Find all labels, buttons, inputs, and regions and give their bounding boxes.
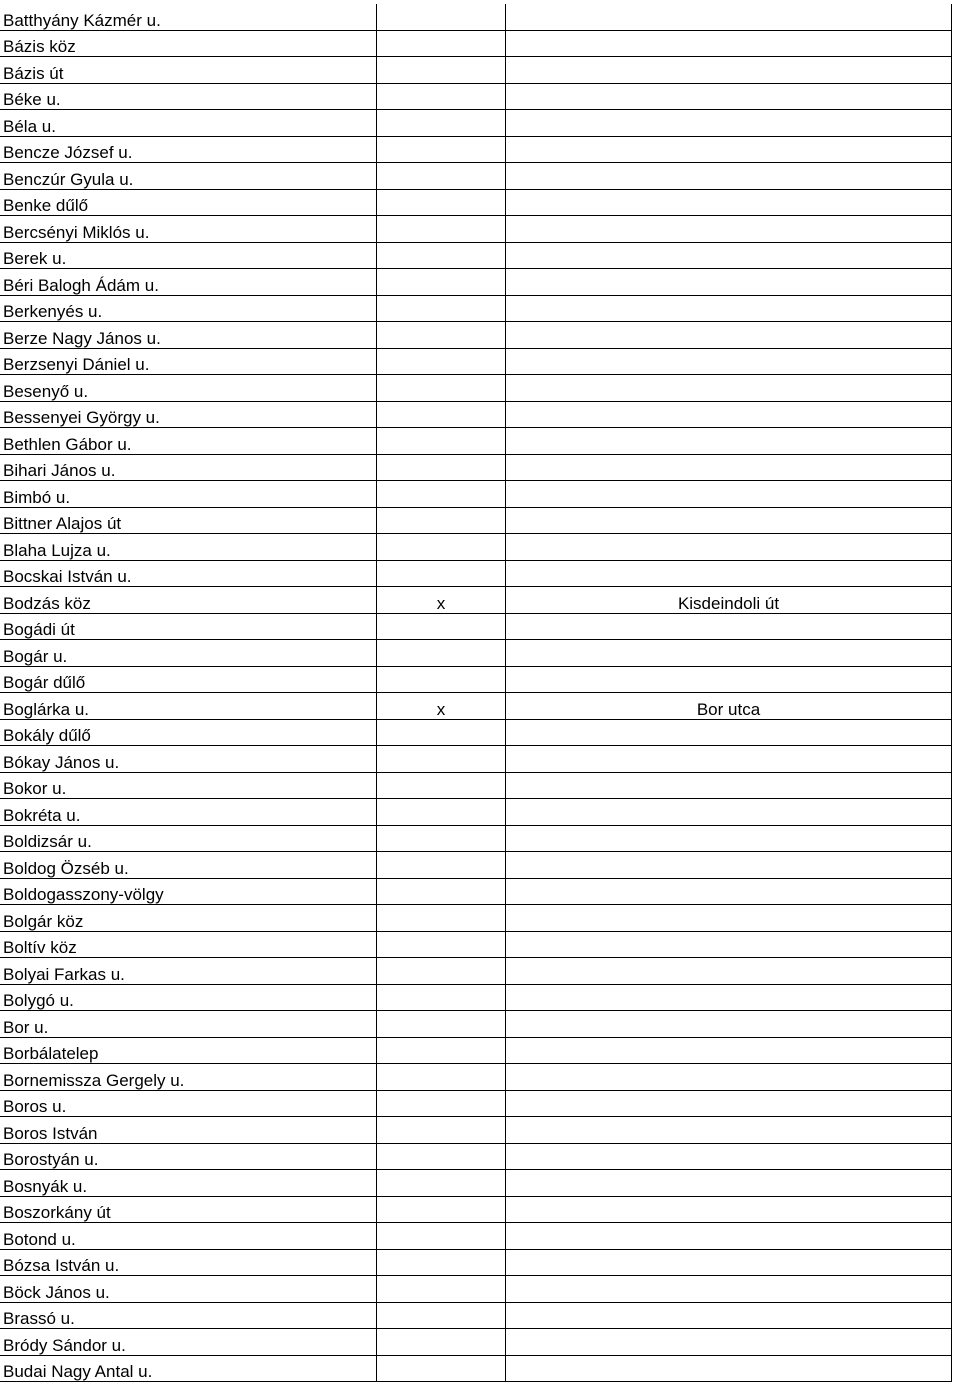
mark-cell xyxy=(377,825,506,852)
note-cell xyxy=(506,746,952,773)
table-row xyxy=(0,375,952,402)
street-name-cell: Boldogasszony-völgy xyxy=(0,878,377,905)
mark-cell: x xyxy=(377,693,506,720)
table-row xyxy=(0,825,952,852)
note-cell xyxy=(506,322,952,349)
street-name-cell: Boltív köz xyxy=(0,931,377,958)
mark-cell xyxy=(377,905,506,932)
mark-cell xyxy=(377,507,506,534)
street-name-cell: Boglárka u. xyxy=(0,693,377,720)
street-name-cell: Blaha Lujza u. xyxy=(0,534,377,561)
street-name-cell: Batthyány Kázmér u. xyxy=(0,4,377,30)
mark-cell xyxy=(377,454,506,481)
table-row xyxy=(0,481,952,508)
street-name-cell: Bocskai István u. xyxy=(0,560,377,587)
street-name-cell: Boldizsár u. xyxy=(0,825,377,852)
table-row xyxy=(0,110,952,137)
street-name-cell: Béri Balogh Ádám u. xyxy=(0,269,377,296)
street-name-cell: Benke dűlő xyxy=(0,189,377,216)
note-cell xyxy=(506,666,952,693)
note-cell xyxy=(506,640,952,667)
street-name-cell: Bogár dűlő xyxy=(0,666,377,693)
table-row xyxy=(0,242,952,269)
mark-cell xyxy=(377,83,506,110)
street-name-cell: Bázis köz xyxy=(0,30,377,57)
note-cell xyxy=(506,1011,952,1038)
table-row xyxy=(0,428,952,455)
mark-cell xyxy=(377,1064,506,1091)
table-row xyxy=(0,1143,952,1170)
mark-cell xyxy=(377,30,506,57)
street-name-cell: Berze Nagy János u. xyxy=(0,322,377,349)
mark-cell xyxy=(377,481,506,508)
note-cell xyxy=(506,242,952,269)
street-name-cell: Bimbó u. xyxy=(0,481,377,508)
mark-cell xyxy=(377,295,506,322)
mark-cell xyxy=(377,1170,506,1197)
street-name-cell: Bokor u. xyxy=(0,772,377,799)
mark-cell xyxy=(377,1302,506,1329)
street-list-table xyxy=(0,4,952,1382)
table-row xyxy=(0,30,952,57)
note-cell xyxy=(506,984,952,1011)
mark-cell xyxy=(377,1090,506,1117)
mark-cell xyxy=(377,1276,506,1303)
table-row xyxy=(0,322,952,349)
mark-cell xyxy=(377,1037,506,1064)
mark-cell xyxy=(377,878,506,905)
note-cell: Bor utca xyxy=(506,693,952,720)
street-name-cell: Bittner Alajos út xyxy=(0,507,377,534)
note-cell xyxy=(506,560,952,587)
note-cell xyxy=(506,30,952,57)
note-cell xyxy=(506,428,952,455)
table-row xyxy=(0,1196,952,1223)
table-row xyxy=(0,1302,952,1329)
street-name-cell: Budai Nagy Antal u. xyxy=(0,1355,377,1382)
street-name-cell: Böck János u. xyxy=(0,1276,377,1303)
note-cell xyxy=(506,905,952,932)
table-row xyxy=(0,348,952,375)
table-row xyxy=(0,1355,952,1382)
note-cell xyxy=(506,719,952,746)
mark-cell xyxy=(377,269,506,296)
note-cell xyxy=(506,1355,952,1382)
mark-cell xyxy=(377,1329,506,1356)
street-name-cell: Bessenyei György u. xyxy=(0,401,377,428)
note-cell xyxy=(506,1037,952,1064)
table-row xyxy=(0,1249,952,1276)
note-cell xyxy=(506,1170,952,1197)
mark-cell xyxy=(377,719,506,746)
note-cell xyxy=(506,1249,952,1276)
street-name-cell: Bencze József u. xyxy=(0,136,377,163)
street-name-cell: Boros u. xyxy=(0,1090,377,1117)
note-cell xyxy=(506,1223,952,1250)
street-name-cell: Bázis út xyxy=(0,57,377,84)
street-name-cell: Bolgár köz xyxy=(0,905,377,932)
street-name-cell: Boros István xyxy=(0,1117,377,1144)
mark-cell xyxy=(377,1143,506,1170)
note-cell xyxy=(506,958,952,985)
street-name-cell: Bolygó u. xyxy=(0,984,377,1011)
table-row xyxy=(0,1064,952,1091)
table-row xyxy=(0,640,952,667)
note-cell xyxy=(506,1064,952,1091)
note-cell xyxy=(506,1276,952,1303)
mark-cell xyxy=(377,375,506,402)
street-name-cell: Borostyán u. xyxy=(0,1143,377,1170)
note-cell xyxy=(506,931,952,958)
note-cell xyxy=(506,481,952,508)
note-cell xyxy=(506,1196,952,1223)
note-cell xyxy=(506,1117,952,1144)
mark-cell xyxy=(377,931,506,958)
street-name-cell: Béke u. xyxy=(0,83,377,110)
table-row xyxy=(0,1117,952,1144)
street-name-cell: Bodzás köz xyxy=(0,587,377,614)
mark-cell xyxy=(377,560,506,587)
note-cell xyxy=(506,348,952,375)
street-name-cell: Bercsényi Miklós u. xyxy=(0,216,377,243)
street-name-cell: Berzsenyi Dániel u. xyxy=(0,348,377,375)
street-name-cell: Bihari János u. xyxy=(0,454,377,481)
note-cell xyxy=(506,57,952,84)
mark-cell xyxy=(377,1223,506,1250)
table-row xyxy=(0,1329,952,1356)
mark-cell xyxy=(377,984,506,1011)
table-row xyxy=(0,746,952,773)
mark-cell xyxy=(377,428,506,455)
table-row xyxy=(0,613,952,640)
mark-cell xyxy=(377,216,506,243)
mark-cell xyxy=(377,852,506,879)
table-row xyxy=(0,507,952,534)
table-row xyxy=(0,587,952,614)
mark-cell xyxy=(377,613,506,640)
note-cell xyxy=(506,613,952,640)
table-row xyxy=(0,958,952,985)
street-name-cell: Bózsa István u. xyxy=(0,1249,377,1276)
table-row xyxy=(0,666,952,693)
mark-cell xyxy=(377,1196,506,1223)
street-name-cell: Botond u. xyxy=(0,1223,377,1250)
mark-cell xyxy=(377,1011,506,1038)
mark-cell xyxy=(377,666,506,693)
note-cell xyxy=(506,295,952,322)
street-name-cell: Brassó u. xyxy=(0,1302,377,1329)
note-cell xyxy=(506,4,952,30)
note-cell xyxy=(506,852,952,879)
table-row xyxy=(0,269,952,296)
note-cell xyxy=(506,825,952,852)
note-cell xyxy=(506,401,952,428)
street-name-cell: Boldog Özséb u. xyxy=(0,852,377,879)
note-cell xyxy=(506,799,952,826)
note-cell: Kisdeindoli út xyxy=(506,587,952,614)
table-row xyxy=(0,984,952,1011)
note-cell xyxy=(506,163,952,190)
mark-cell xyxy=(377,242,506,269)
street-name-cell: Bogádi út xyxy=(0,613,377,640)
mark-cell: x xyxy=(377,587,506,614)
note-cell xyxy=(506,1302,952,1329)
table-row xyxy=(0,772,952,799)
table-row xyxy=(0,905,952,932)
mark-cell xyxy=(377,189,506,216)
table-row xyxy=(0,1223,952,1250)
note-cell xyxy=(506,1090,952,1117)
street-name-cell: Boszorkány út xyxy=(0,1196,377,1223)
note-cell xyxy=(506,878,952,905)
street-name-cell: Benczúr Gyula u. xyxy=(0,163,377,190)
table-row xyxy=(0,560,952,587)
note-cell xyxy=(506,1329,952,1356)
mark-cell xyxy=(377,534,506,561)
street-name-cell: Bogár u. xyxy=(0,640,377,667)
table-row xyxy=(0,693,952,720)
table-row xyxy=(0,136,952,163)
table-row xyxy=(0,931,952,958)
mark-cell xyxy=(377,1117,506,1144)
mark-cell xyxy=(377,348,506,375)
street-name-cell: Bethlen Gábor u. xyxy=(0,428,377,455)
table-row xyxy=(0,163,952,190)
table-row xyxy=(0,1276,952,1303)
street-name-cell: Bródy Sándor u. xyxy=(0,1329,377,1356)
mark-cell xyxy=(377,640,506,667)
note-cell xyxy=(506,83,952,110)
street-name-cell: Berkenyés u. xyxy=(0,295,377,322)
table-row xyxy=(0,401,952,428)
note-cell xyxy=(506,189,952,216)
mark-cell xyxy=(377,1249,506,1276)
street-name-cell: Besenyő u. xyxy=(0,375,377,402)
street-name-cell: Béla u. xyxy=(0,110,377,137)
note-cell xyxy=(506,772,952,799)
note-cell xyxy=(506,269,952,296)
table-row xyxy=(0,1090,952,1117)
note-cell xyxy=(506,216,952,243)
note-cell xyxy=(506,1143,952,1170)
table-row xyxy=(0,719,952,746)
mark-cell xyxy=(377,322,506,349)
mark-cell xyxy=(377,136,506,163)
table-row xyxy=(0,1170,952,1197)
note-cell xyxy=(506,110,952,137)
table-row xyxy=(0,454,952,481)
table-row xyxy=(0,295,952,322)
mark-cell xyxy=(377,110,506,137)
street-name-cell: Borbálatelep xyxy=(0,1037,377,1064)
table-row xyxy=(0,534,952,561)
mark-cell xyxy=(377,799,506,826)
table-row xyxy=(0,1011,952,1038)
table-row xyxy=(0,57,952,84)
note-cell xyxy=(506,534,952,561)
mark-cell xyxy=(377,401,506,428)
table-row xyxy=(0,878,952,905)
street-name-cell: Bornemissza Gergely u. xyxy=(0,1064,377,1091)
street-name-cell: Bokály dűlő xyxy=(0,719,377,746)
street-name-cell: Berek u. xyxy=(0,242,377,269)
table-row xyxy=(0,1037,952,1064)
street-name-cell: Bokréta u. xyxy=(0,799,377,826)
mark-cell xyxy=(377,163,506,190)
note-cell xyxy=(506,375,952,402)
table-row xyxy=(0,852,952,879)
mark-cell xyxy=(377,746,506,773)
street-name-cell: Bókay János u. xyxy=(0,746,377,773)
mark-cell xyxy=(377,1355,506,1382)
street-name-cell: Bolyai Farkas u. xyxy=(0,958,377,985)
mark-cell xyxy=(377,57,506,84)
table-row xyxy=(0,799,952,826)
table-row xyxy=(0,4,952,30)
note-cell xyxy=(506,454,952,481)
mark-cell xyxy=(377,4,506,30)
street-name-cell: Bosnyák u. xyxy=(0,1170,377,1197)
street-list-body xyxy=(0,4,952,1382)
street-name-cell: Bor u. xyxy=(0,1011,377,1038)
note-cell xyxy=(506,507,952,534)
table-row xyxy=(0,189,952,216)
mark-cell xyxy=(377,772,506,799)
table-row xyxy=(0,83,952,110)
mark-cell xyxy=(377,958,506,985)
note-cell xyxy=(506,136,952,163)
table-row xyxy=(0,216,952,243)
